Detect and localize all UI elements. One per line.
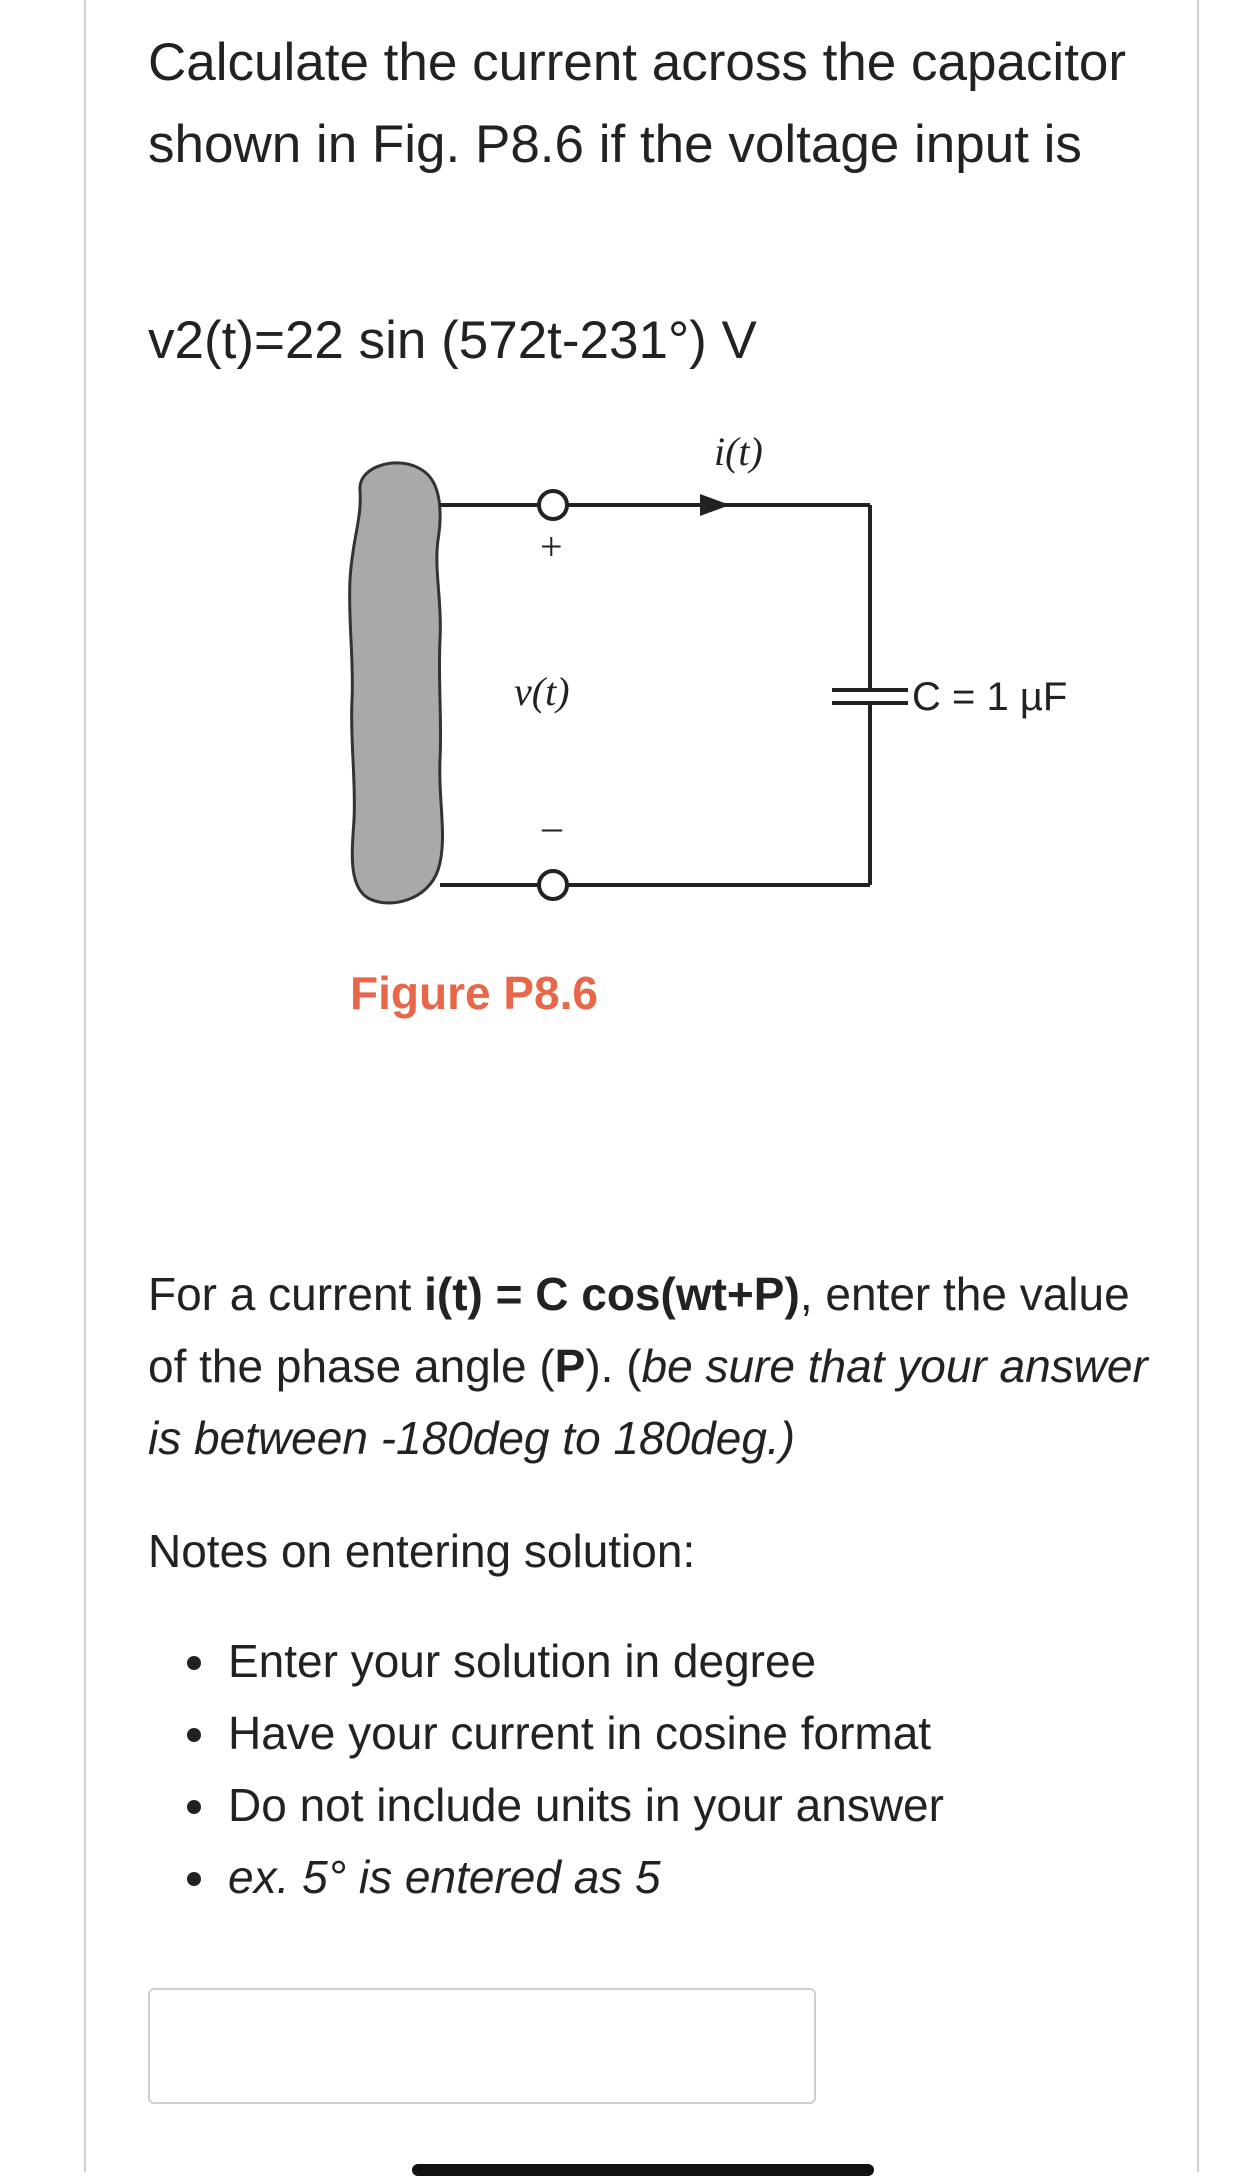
notes-list xyxy=(148,1625,1122,1913)
prompt-text-3: ). ( xyxy=(585,1340,642,1392)
circuit-figure xyxy=(330,420,1130,1040)
answer-input[interactable] xyxy=(148,1988,816,2104)
current-formula: i(t) = C cos(wt+P) xyxy=(424,1268,800,1320)
note-item: • Do not include units in your answer xyxy=(222,1769,1122,1841)
current-label: i(t) xyxy=(714,429,763,474)
question-text: Calculate the current across the capacitor shown in Fig. P8.6 if the voltage input is xyxy=(148,33,1127,174)
current-arrow xyxy=(700,494,730,516)
prompt-text-1: For a current xyxy=(148,1268,425,1320)
minus-label: – xyxy=(542,804,562,849)
plus-label: + xyxy=(540,524,563,569)
voltage-label: v(t) xyxy=(514,669,570,714)
circuit-diagram xyxy=(330,420,1130,1040)
capacitor-label: C = 1 µF xyxy=(912,675,1068,719)
range-note: be sure that your answer is between -180deg to 180deg.) xyxy=(148,1340,1148,1464)
home-indicator xyxy=(412,2164,874,2176)
source-blob xyxy=(350,463,443,903)
note-item: • ex. 5° is entered as 5 xyxy=(222,1841,1122,1913)
figure-caption: Figure P8.6 xyxy=(350,967,598,1019)
prompt-text-2: , enter the value of the phase angle ( xyxy=(148,1268,1130,1392)
voltage-equation: v2(t)=22 sin (572t-231°) V xyxy=(148,311,757,370)
bottom-terminal xyxy=(539,871,567,899)
note-item: • Enter your solution in degree xyxy=(222,1625,1122,1697)
top-terminal xyxy=(539,491,567,519)
notes-title: Notes on entering solution: xyxy=(148,1525,696,1577)
phase-symbol: P xyxy=(554,1340,586,1392)
note-item: • Have your current in cosine format xyxy=(222,1697,1122,1769)
question-prompt xyxy=(148,1258,1158,1474)
